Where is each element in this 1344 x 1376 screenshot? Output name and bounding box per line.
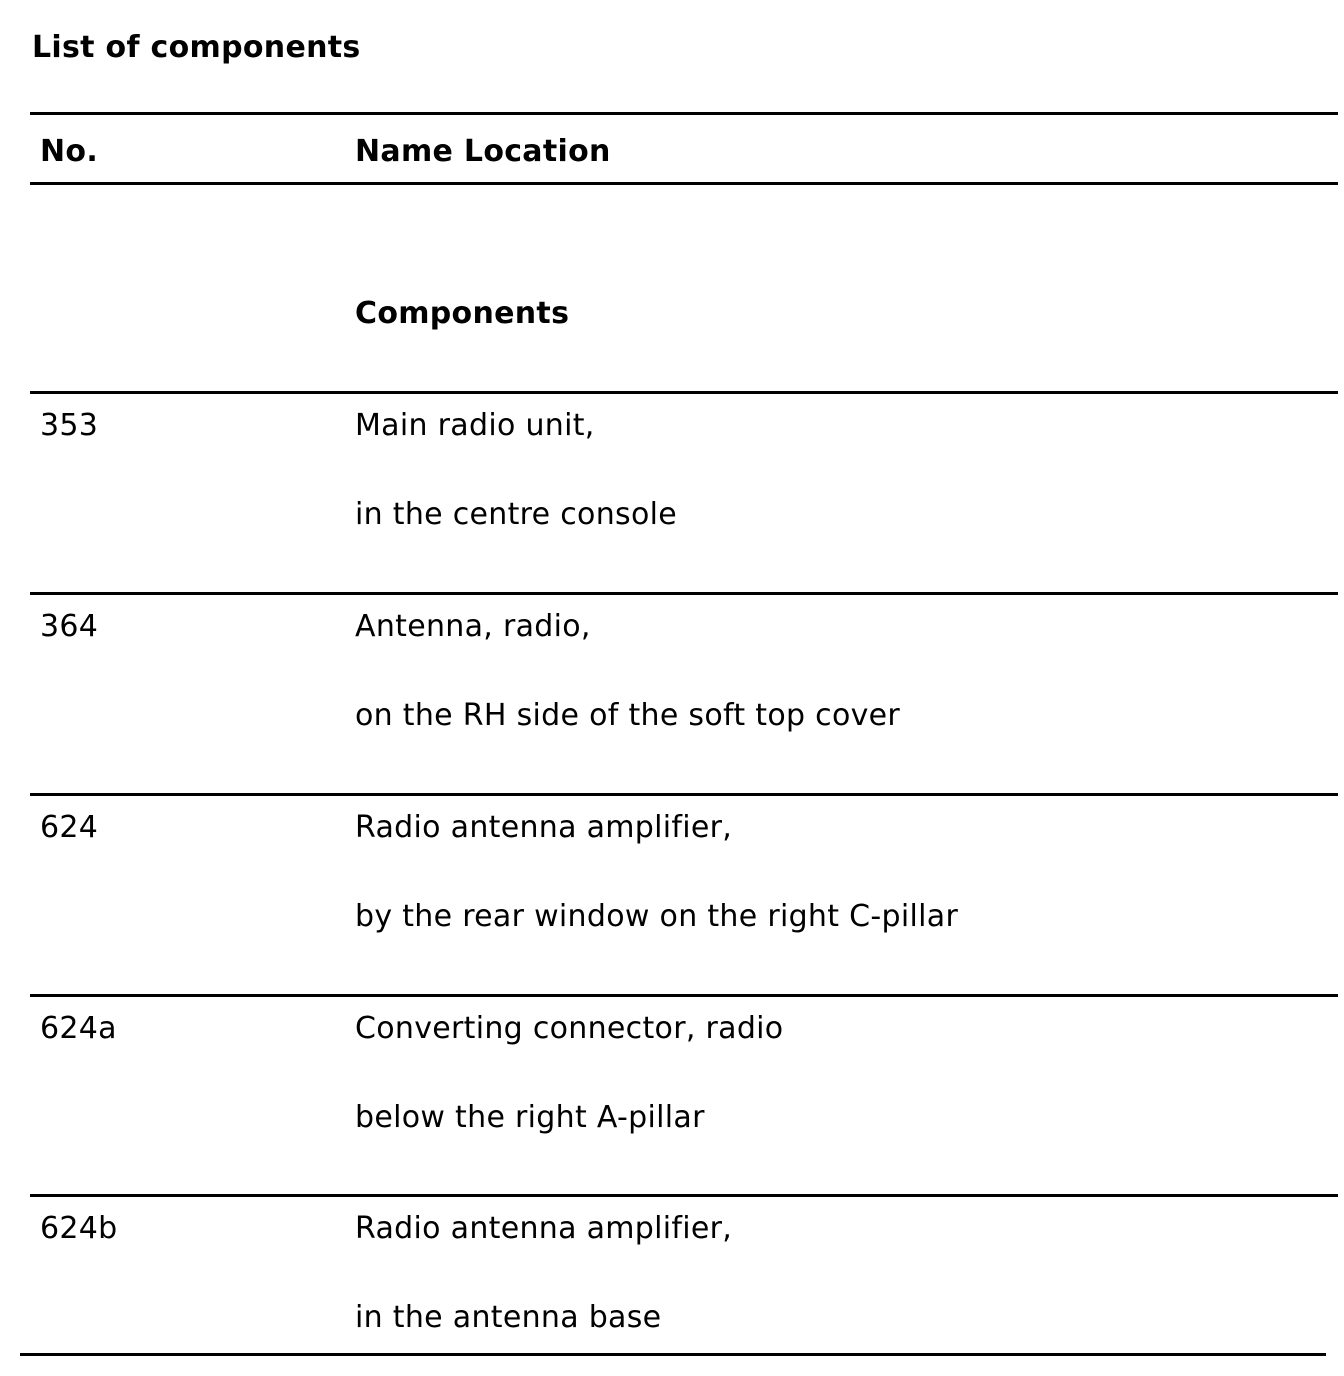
row-name: Converting connector, radio (355, 1011, 784, 1046)
row-name: Radio antenna amplifier, (355, 810, 733, 845)
row-location: on the RH side of the soft top cover (355, 698, 901, 733)
page-title: List of components (32, 30, 361, 65)
row-number: 353 (40, 408, 99, 443)
row-divider (30, 592, 1338, 595)
header-name-location: Name Location (355, 134, 611, 169)
header-rule (30, 182, 1338, 185)
header-no: No. (40, 134, 99, 169)
row-name: Antenna, radio, (355, 609, 591, 644)
row-divider (30, 1194, 1338, 1197)
row-number: 624b (40, 1211, 118, 1246)
table-bottom-rule (20, 1353, 1326, 1356)
row-location: in the antenna base (355, 1300, 662, 1335)
row-number: 364 (40, 609, 99, 644)
table-top-rule (30, 112, 1338, 115)
row-name: Main radio unit, (355, 408, 595, 443)
row-number: 624 (40, 810, 99, 845)
row-divider (30, 994, 1338, 997)
row-location: by the rear window on the right C-pillar (355, 899, 959, 934)
row-location: below the right A-pillar (355, 1100, 705, 1135)
row-divider (30, 391, 1338, 394)
row-location: in the centre console (355, 497, 677, 532)
row-name: Radio antenna amplifier, (355, 1211, 733, 1246)
section-heading: Components (355, 296, 570, 331)
row-divider (30, 793, 1338, 796)
row-number: 624a (40, 1011, 117, 1046)
